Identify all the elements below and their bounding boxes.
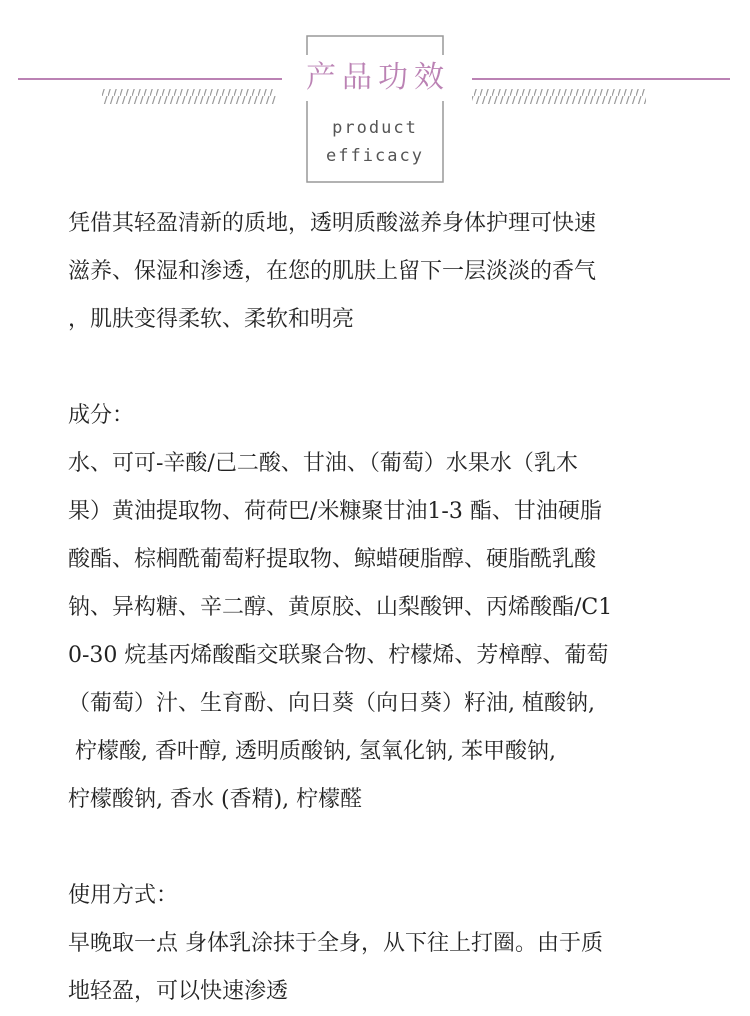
ingredients-line: 柠檬酸钠, 香水 (香精), 柠檬醛 (68, 787, 363, 812)
ingredients-line: 果）黄油提取物、荷荷巴/米糠聚甘油1-3 酯、甘油硬脂 (68, 499, 602, 524)
description-line: ，肌肤变得柔软、柔软和明亮 (68, 307, 355, 332)
description-line: 凭借其轻盈清新的质地，透明质酸滋养身体护理可快速 (68, 211, 597, 236)
usage-line: 地轻盈，可以快速渗透 (68, 979, 289, 1004)
title-chinese: 产品功效 (306, 60, 450, 95)
ingredients-line: 柠檬酸, 香叶醇, 透明质酸钠, 氢氧化钠, 苯甲酸钠, (68, 739, 556, 764)
ingredients-line: 钠、异构糖、辛二醇、黄原胶、山梨酸钾、丙烯酸酯/C1 (68, 595, 613, 620)
content-body (68, 200, 718, 1016)
usage-heading: 使用方式： (68, 883, 179, 908)
ingredients-line: 酸酯、棕榈酰葡萄籽提取物、鲸蜡硬脂醇、硬脂酰乳酸 (68, 547, 597, 572)
title-english-line-1: product (332, 118, 418, 138)
description-line: 滋养、保湿和渗透，在您的肌肤上留下一层淡淡的香气 (68, 259, 597, 284)
hatch-band-right (472, 89, 646, 104)
ingredients-heading: 成分： (68, 403, 135, 428)
usage-section (68, 872, 718, 1016)
section-header (0, 0, 750, 200)
title-english-line-2: efficacy (326, 146, 424, 166)
ingredients-line: 0-30 烷基丙烯酸酯交联聚合物、柠檬烯、芳樟醇、葡萄 (68, 643, 609, 668)
hatch-band-left (102, 89, 276, 104)
usage-line: 早晚取一点 身体乳涂抹于全身，从下往上打圈。由于质 (68, 931, 603, 956)
ingredients-line: 水、可可-辛酸/己二酸、甘油、（葡萄）水果水（乳木 (68, 451, 578, 476)
description-paragraph (68, 200, 718, 344)
header-decoration (0, 0, 750, 200)
ingredients-line: （葡萄）汁、生育酚、向日葵（向日葵）籽油, 植酸钠, (68, 691, 595, 716)
ingredients-section (68, 392, 718, 824)
